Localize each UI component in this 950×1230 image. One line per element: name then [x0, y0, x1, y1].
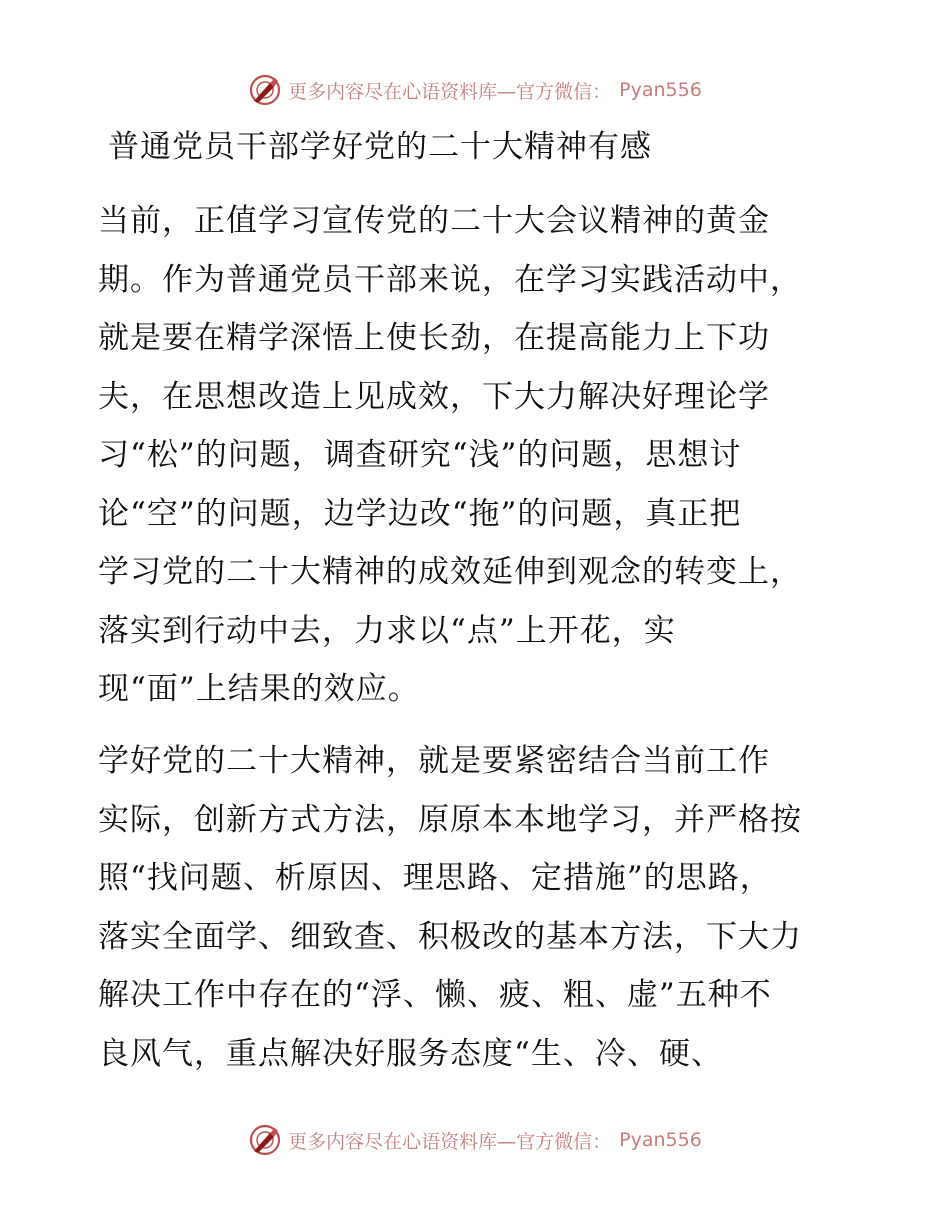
document-title: 普通党员干部学好党的二十大精神有感	[108, 129, 652, 165]
paragraph-line: 实际，创新方式方法，原原本本地学习，并严格按	[98, 802, 802, 838]
paragraph-line: 学习党的二十大精神的成效延伸到观念的转变上，	[98, 554, 802, 590]
paragraph-line: 期。作为普通党员干部来说，在学习实践活动中，	[98, 262, 802, 298]
paragraph-line: 照“找问题、析原因、理思路、定措施”的思路，	[98, 860, 772, 896]
paragraph-line: 良风气，重点解决好服务态度“生、冷、硬、	[98, 1036, 723, 1072]
pen-logo-icon	[248, 73, 282, 107]
banner-text: 更多内容尽在心语资料库—官方微信：	[288, 80, 612, 103]
banner-handle: Pyan556	[619, 79, 702, 101]
header-banner	[0, 70, 950, 110]
paragraph-line: 落实全面学、细致查、积极改的基本方法，下大力	[98, 919, 802, 955]
paragraph-line: 当前，正值学习宣传党的二十大会议精神的黄金	[98, 203, 770, 239]
paragraph-line: 落实到行动中去，力求以“点”上开花，实	[98, 613, 676, 649]
paragraph-line: 解决工作中存在的“浮、懒、疲、粗、虚”五种不	[98, 977, 772, 1013]
banner-handle: Pyan556	[619, 1129, 702, 1151]
footer-banner	[0, 1120, 950, 1160]
banner-text: 更多内容尽在心语资料库—官方微信：	[288, 1130, 612, 1153]
pen-logo-icon	[248, 1123, 282, 1157]
paragraph-line: 论“空”的问题，边学边改“拖”的问题，真正把	[98, 496, 742, 532]
paragraph-line: 习“松”的问题，调查研究“浅”的问题，思想讨	[98, 437, 742, 473]
paragraph-line: 就是要在精学深悟上使长劲，在提高能力上下功	[98, 320, 770, 356]
paragraph-line: 现“面”上结果的效应。	[98, 671, 420, 707]
paragraph-line: 学好党的二十大精神，就是要紧密结合当前工作	[98, 743, 770, 779]
paragraph-line: 夫，在思想改造上见成效，下大力解决好理论学	[98, 379, 770, 415]
